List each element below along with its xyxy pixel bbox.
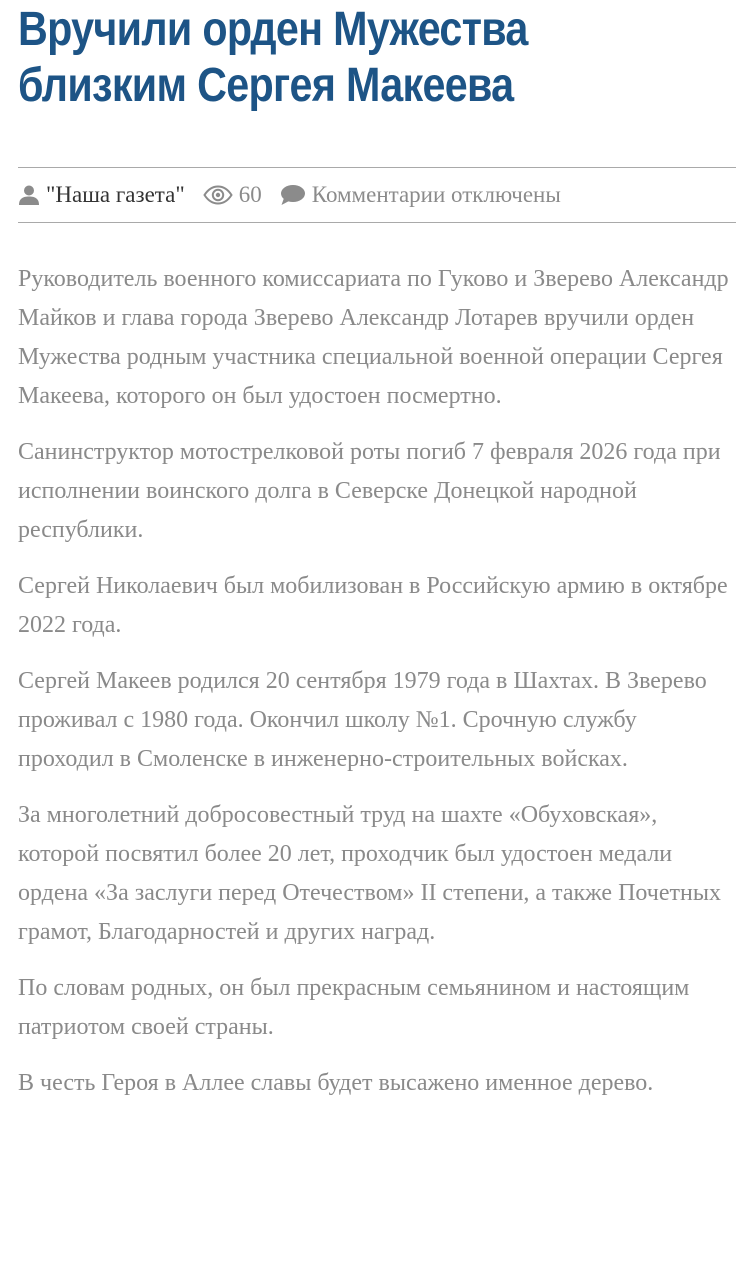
- paragraph: Сергей Николаевич был мобилизован в Российскую армию в октябре 2022 года.: [18, 573, 728, 638]
- comments-meta: [280, 182, 561, 208]
- views-count: 60: [238, 182, 262, 207]
- article-title: [18, 0, 732, 160]
- paragraph: В честь Героя в Аллее славы будет высажено именное дерево.: [18, 1070, 654, 1096]
- article-body: [18, 260, 736, 1120]
- paragraph: Сергей Макеев родился 20 сентября 1979 года в Шахтах. В Зверево проживал с 1980 года. Окончил школу №1. Срочную службу проходил в Смоленске в инженерно-строительных войсках.: [18, 668, 707, 772]
- paragraph: Руководитель военного комиссариата по Гуково и Зверево Александр Майков и глава города Зверево Александр Лотарев вручили орден Мужества родным участника специальной военной операции Сергея Макеева, которого он был удостоен посмертно.: [18, 266, 729, 409]
- comment-icon: [280, 184, 306, 206]
- author-name: "Наша газета": [46, 182, 185, 207]
- article-meta: [18, 167, 736, 223]
- eye-icon: [203, 185, 233, 205]
- paragraph: Санинструктор мотострелковой роты погиб 7 февраля 2026 года при исполнении воинского долга в Северске Донецкой народной республики.: [18, 439, 721, 543]
- comments-status: Комментарии отключены: [311, 182, 561, 207]
- author-meta[interactable]: [18, 182, 185, 208]
- paragraph: За многолетний добросовестный труд на шахте «Обуховская», которой посвятил более 20 лет, проходчик был удостоен медали ордена «За заслуги перед Отечеством» II степени, а также Почетных грамот, Благодарностей и других наград.: [18, 802, 721, 945]
- user-icon: [18, 184, 40, 206]
- paragraph: По словам родных, он был прекрасным семьянином и настоящим патриотом своей страны.: [18, 975, 690, 1040]
- title-line: Вручили орден Мужества: [18, 3, 528, 56]
- title-line: близким Сергея Макеева: [18, 59, 514, 112]
- article: [18, 0, 736, 1096]
- views-meta: [203, 182, 262, 208]
